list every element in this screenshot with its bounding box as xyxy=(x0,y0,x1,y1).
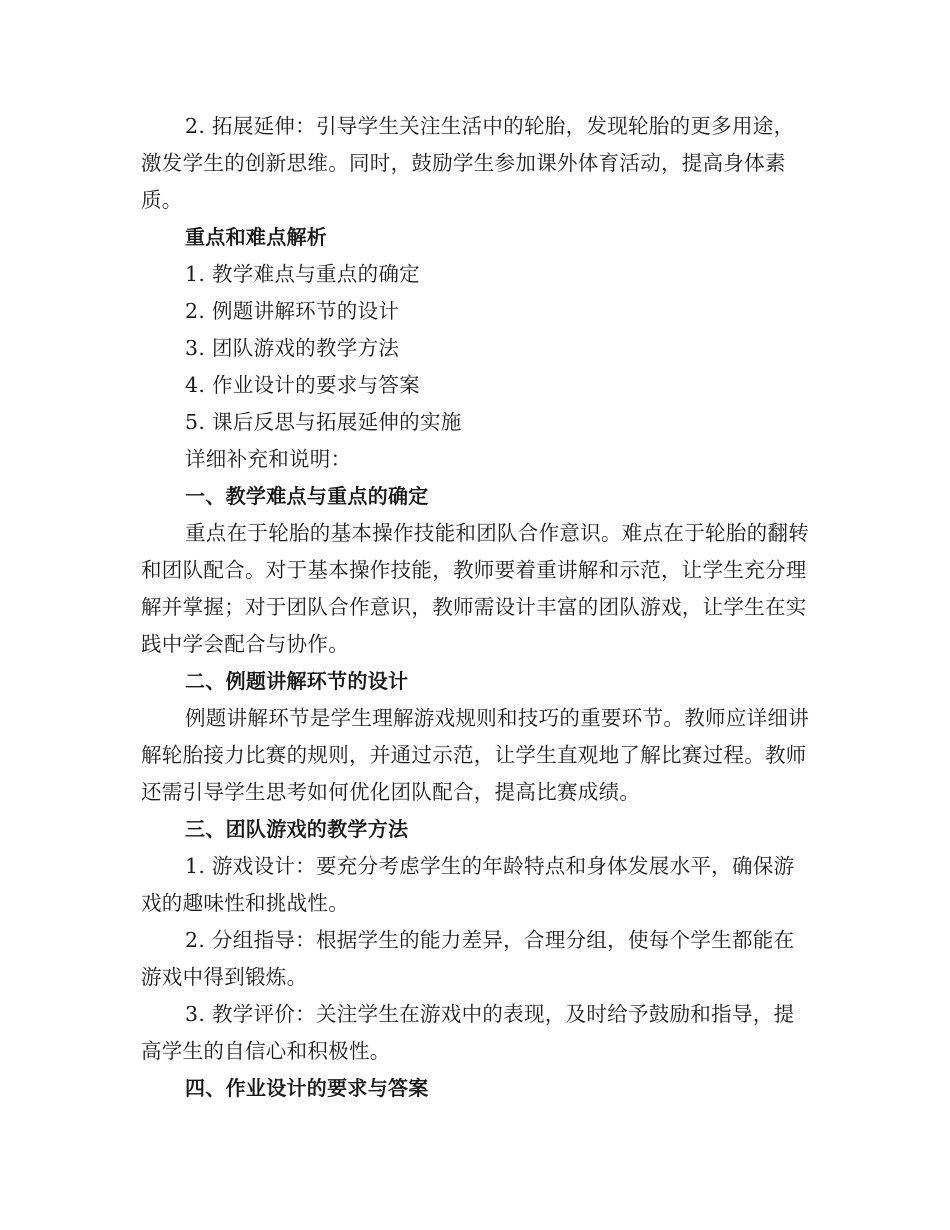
section-heading-2: 二、例题讲解环节的设计 xyxy=(185,669,409,693)
list-item: 3. 团队游戏的教学方法 xyxy=(185,336,400,360)
section-heading-1: 一、教学难点与重点的确定 xyxy=(185,484,429,508)
paragraph-section-2: 例题讲解环节是学生理解游戏规则和技巧的重要环节。教师应详细讲解轮胎接力比赛的规则，并通过示范，让学生直观地了解比赛过程。教师还需引导学生思考如何优化团队配合，提高比赛成绩。 xyxy=(141,706,809,804)
document-body xyxy=(141,108,811,1107)
paragraph-extension: 2. 拓展延伸：引导学生关注生活中的轮胎，发现轮胎的更多用途，激发学生的创新思维。同时，鼓励学生参加课外体育活动，提高身体素质。 xyxy=(141,114,795,212)
list-item: 2. 例题讲解环节的设计 xyxy=(185,299,400,323)
paragraph-group-guidance: 2. 分组指导：根据学生的能力差异，合理分组，使每个学生都能在游戏中得到锻炼。 xyxy=(141,928,795,989)
section-heading-3: 三、团队游戏的教学方法 xyxy=(185,817,409,841)
paragraph-details-intro: 详细补充和说明： xyxy=(185,447,352,471)
paragraph-section-1: 重点在于轮胎的基本操作技能和团队合作意识。难点在于轮胎的翻转和团队配合。对于基本操作技能，教师要着重讲解和示范，让学生充分理解并掌握；对于团队合作意识，教师需设计丰富的团队游戏，让学生在实践中学会配合与协作。 xyxy=(141,521,809,656)
list-item: 5. 课后反思与拓展延伸的实施 xyxy=(185,410,462,434)
section-heading-4: 四、作业设计的要求与答案 xyxy=(185,1076,429,1100)
list-item: 1. 教学难点与重点的确定 xyxy=(185,262,420,286)
section-heading-key-points: 重点和难点解析 xyxy=(185,225,328,249)
list-item: 4. 作业设计的要求与答案 xyxy=(185,373,420,397)
paragraph-game-design: 1. 游戏设计：要充分考虑学生的年龄特点和身体发展水平，确保游戏的趣味性和挑战性。 xyxy=(141,854,795,915)
paragraph-teaching-evaluation: 3. 教学评价：关注学生在游戏中的表现，及时给予鼓励和指导，提高学生的自信心和积极性。 xyxy=(141,1002,795,1063)
